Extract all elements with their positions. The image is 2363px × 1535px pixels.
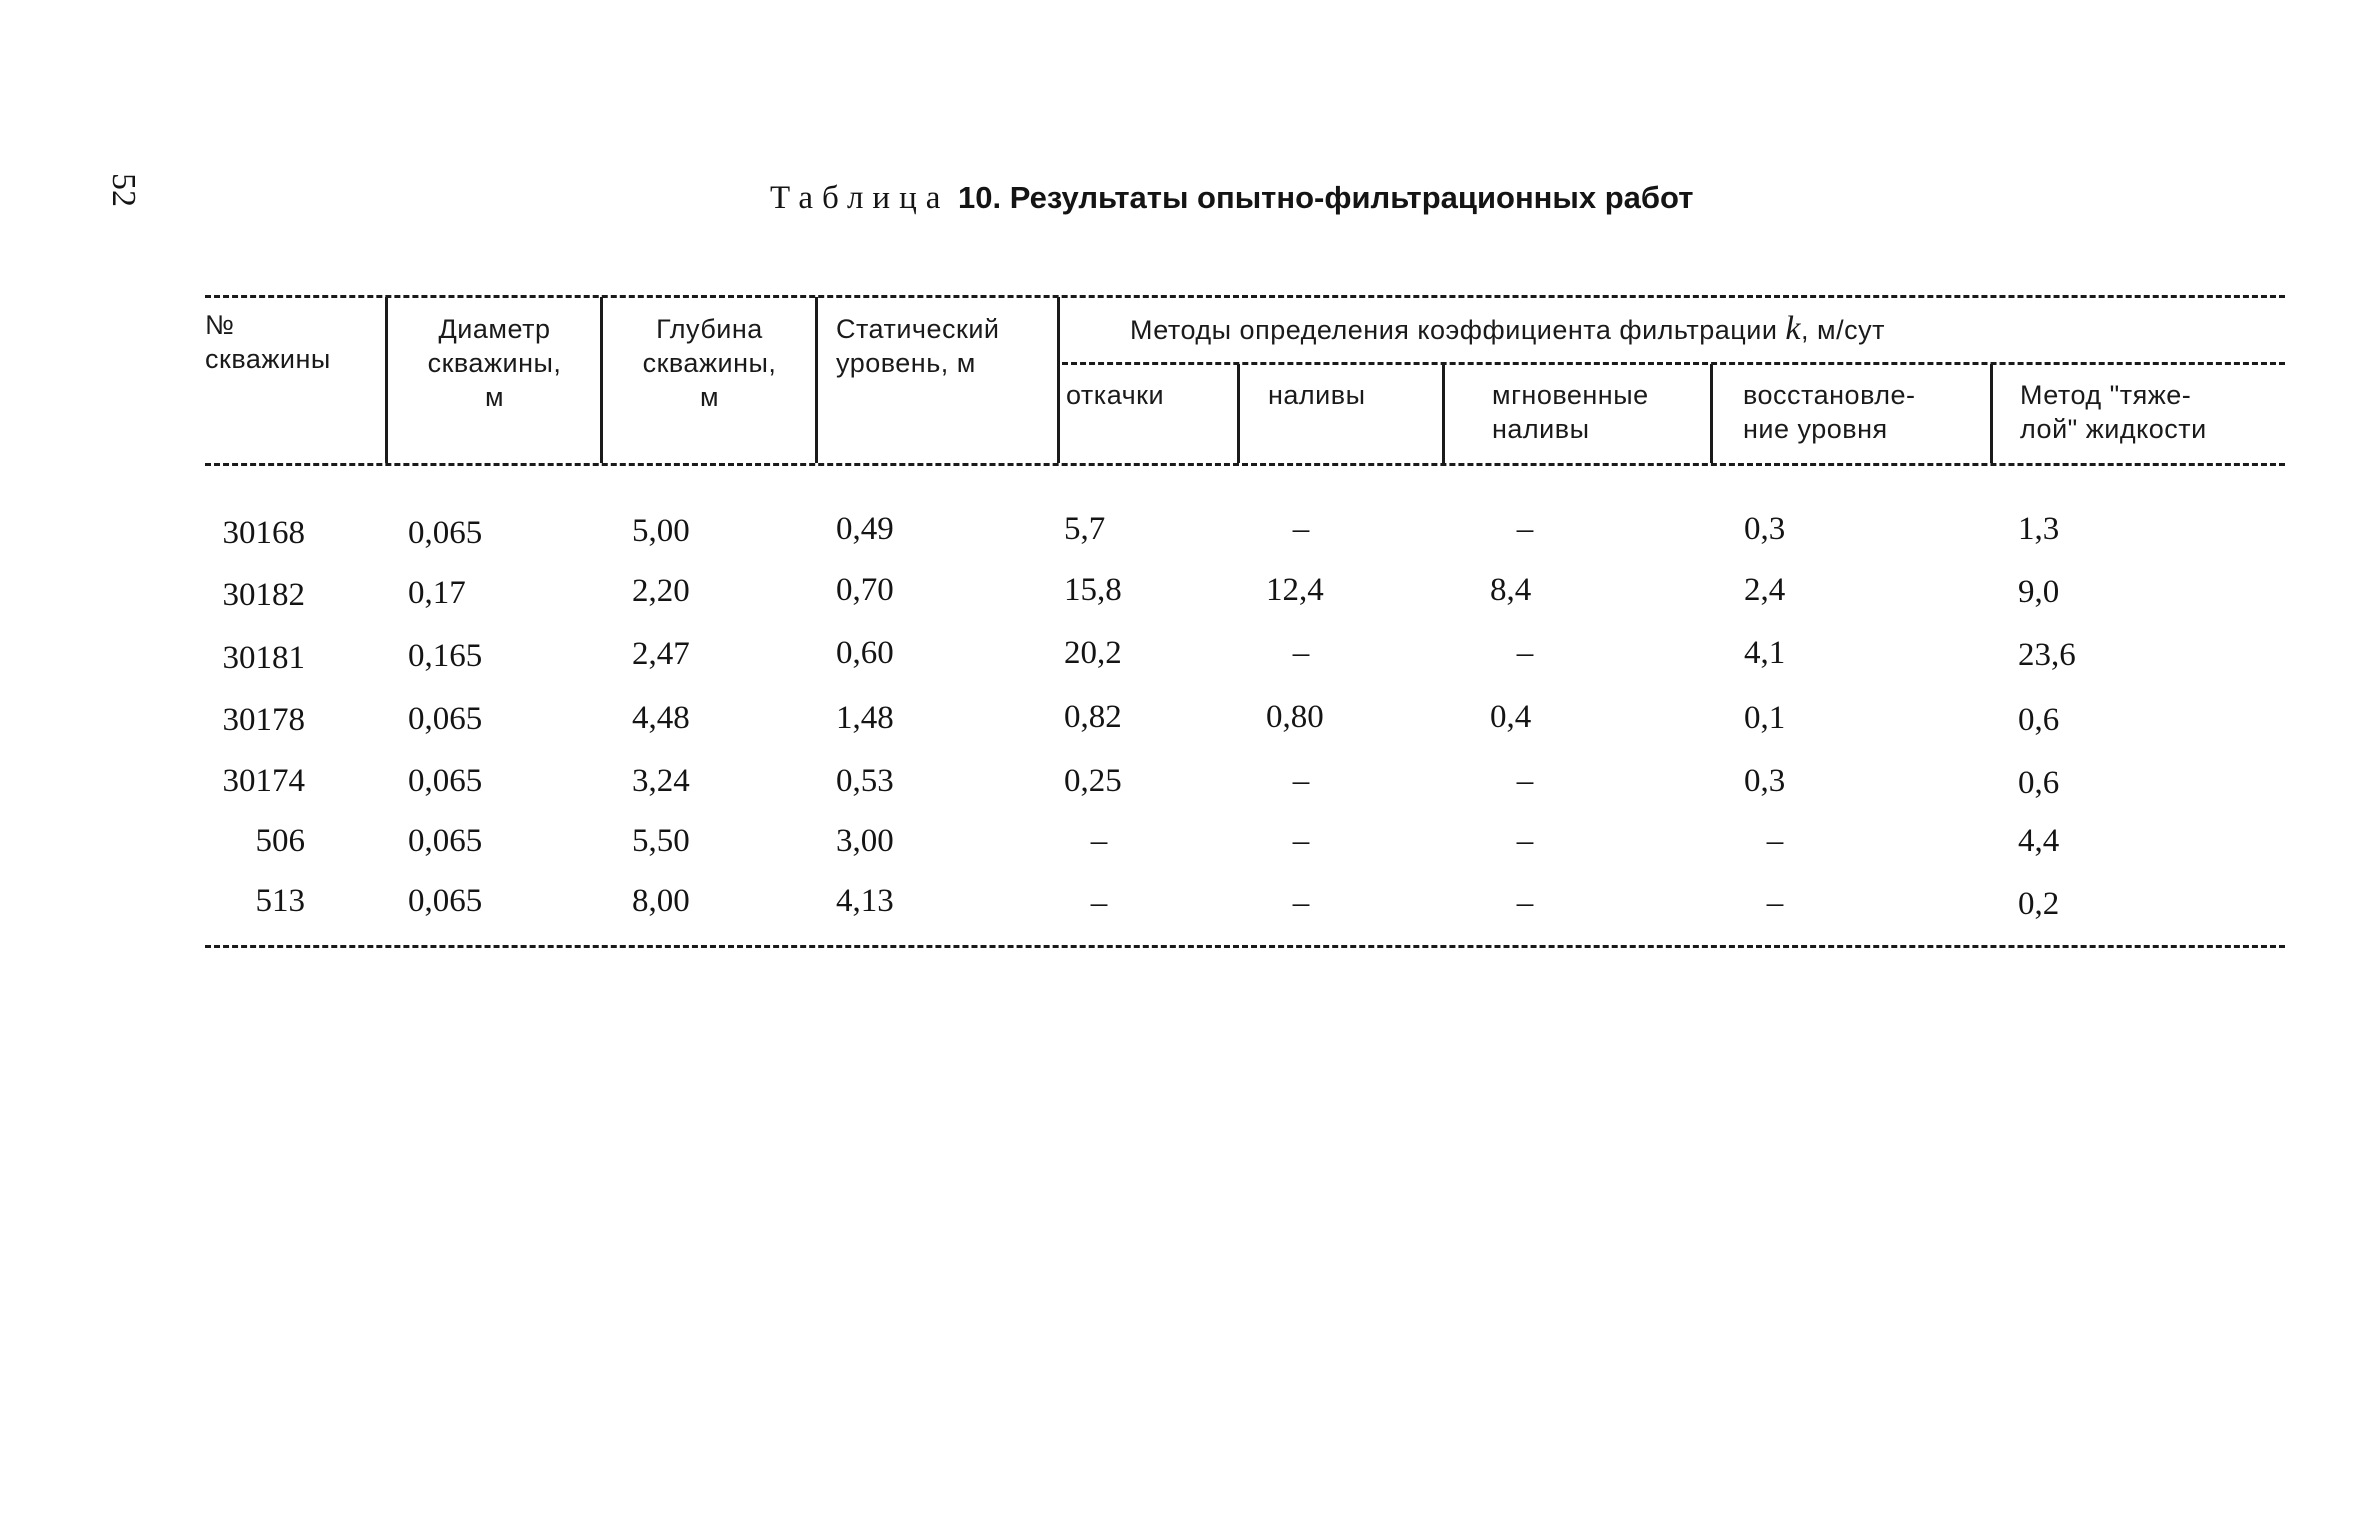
cell-depth: 8,00 [632,883,690,919]
header-level-recovery [1743,378,1983,446]
header-methods-group [1130,312,2280,347]
header-line: уровень, м [836,348,976,378]
cell-depth: 3,24 [632,763,690,799]
header-heavy-liquid [2020,378,2285,446]
cell-diameter: 0,165 [408,638,483,674]
header-line: ние уровня [1743,414,1888,444]
header-methods-prefix: Методы определения коэффициента фильтрации [1130,315,1786,345]
header-line: м [699,382,720,412]
header-well-no [205,308,380,376]
cell-heavy-liquid: 9,0 [2018,574,2060,610]
cell-depth: 5,00 [632,513,690,549]
header-divider [1237,364,1240,463]
cell-well-no: 30178 [222,702,305,738]
cell-pumping: 0,25 [1064,763,1122,799]
cell-infiltration: – [1292,763,1310,799]
cell-level-recovery: 0,3 [1744,511,1786,547]
header-line: скважины, [427,348,562,378]
cell-pumping: 0,82 [1064,699,1122,735]
cell-instant-infiltration: – [1516,635,1534,671]
header-divider [600,297,603,463]
cell-pumping: 15,8 [1064,572,1122,608]
header-line: Диаметр [438,314,551,344]
header-static-level [836,312,1056,380]
header-instant-infiltration [1492,378,1702,446]
cell-well-no: 30174 [222,763,305,799]
cell-instant-infiltration: – [1516,885,1534,921]
cell-instant-infiltration: – [1516,511,1534,547]
cell-heavy-liquid: 4,4 [2018,823,2060,859]
cell-diameter: 0,17 [408,575,466,611]
cell-depth: 5,50 [632,823,690,859]
table-bottom-rule [205,945,2285,948]
cell-depth: 2,47 [632,636,690,672]
cell-static-level: 0,70 [836,572,894,608]
header-methods-suffix: , м/сут [1801,315,1885,345]
cell-well-no: 506 [255,823,305,859]
cell-static-level: 0,49 [836,511,894,547]
header-divider [815,297,818,463]
table-caption-title: 10. Результаты опытно-фильтрационных работ [949,180,1694,215]
header-bottom-rule [205,463,2285,466]
header-depth [607,312,812,414]
cell-pumping: – [1090,885,1108,921]
cell-heavy-liquid: 0,6 [2018,702,2060,738]
header-diameter [392,312,597,414]
cell-diameter: 0,065 [408,823,483,859]
cell-heavy-liquid: 0,6 [2018,765,2060,801]
header-infiltration [1268,378,1438,412]
cell-well-no: 30182 [222,577,305,613]
cell-infiltration: – [1292,511,1310,547]
cell-well-no: 30168 [222,515,305,551]
methods-subheader-rule [1062,362,2285,365]
cell-heavy-liquid: 23,6 [2018,637,2076,673]
cell-level-recovery: – [1766,885,1784,921]
header-divider [385,297,388,463]
header-methods-symbol: k [1785,310,1802,347]
cell-static-level: 0,60 [836,635,894,671]
page-number: 52 [105,173,142,207]
header-line: скважины [205,344,331,374]
header-divider [1057,297,1060,463]
cell-instant-infiltration: 8,4 [1490,572,1532,608]
table-top-rule [205,295,2285,298]
cell-instant-infiltration: – [1516,763,1534,799]
table-caption-label: Таблица [770,180,950,216]
cell-pumping: 20,2 [1064,635,1122,671]
table-caption [770,178,1693,218]
cell-level-recovery: 0,3 [1744,763,1786,799]
cell-static-level: 4,13 [836,883,894,919]
header-line: наливы [1492,414,1590,444]
cell-static-level: 3,00 [836,823,894,859]
cell-level-recovery: – [1766,823,1784,859]
cell-well-no: 30181 [222,640,305,676]
cell-infiltration: 0,80 [1266,699,1324,735]
cell-static-level: 0,53 [836,763,894,799]
header-line: № [205,310,235,340]
header-line: Метод "тяже- [2020,380,2192,410]
cell-pumping: 5,7 [1064,511,1106,547]
cell-diameter: 0,065 [408,515,483,551]
cell-heavy-liquid: 1,3 [2018,511,2060,547]
cell-well-no: 513 [255,883,305,919]
cell-level-recovery: 0,1 [1744,700,1786,736]
cell-diameter: 0,065 [408,701,483,737]
cell-infiltration: 12,4 [1266,572,1324,608]
cell-instant-infiltration: 0,4 [1490,699,1532,735]
header-line: мгновенные [1492,380,1649,410]
cell-level-recovery: 4,1 [1744,635,1786,671]
cell-instant-infiltration: – [1516,823,1534,859]
cell-diameter: 0,065 [408,763,483,799]
header-pumping [1066,378,1236,412]
header-divider [1990,364,1993,463]
header-line: Статический [836,314,1000,344]
header-line: лой" жидкости [2020,414,2207,444]
cell-infiltration: – [1292,635,1310,671]
header-line: Глубина [656,314,763,344]
header-line: скважины, [642,348,777,378]
cell-infiltration: – [1292,885,1310,921]
cell-depth: 2,20 [632,573,690,609]
cell-depth: 4,48 [632,700,690,736]
header-divider [1442,364,1445,463]
cell-heavy-liquid: 0,2 [2018,886,2060,922]
cell-diameter: 0,065 [408,883,483,919]
header-line: наливы [1268,380,1366,410]
header-divider [1710,364,1713,463]
header-line: восстановле- [1743,380,1916,410]
header-line: м [484,382,505,412]
cell-infiltration: – [1292,823,1310,859]
header-line: откачки [1066,380,1165,410]
cell-static-level: 1,48 [836,700,894,736]
cell-pumping: – [1090,823,1108,859]
cell-level-recovery: 2,4 [1744,572,1786,608]
